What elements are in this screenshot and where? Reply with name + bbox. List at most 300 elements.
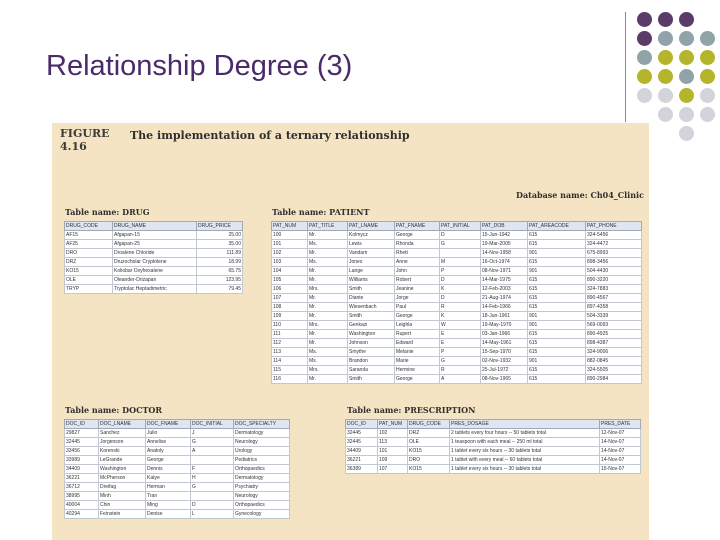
table-cell: Lewis [348, 240, 395, 249]
table-cell: 615 [528, 375, 586, 384]
slide-title: Relationship Degree (3) [46, 50, 353, 82]
table-cell: Ming [146, 501, 191, 510]
table-cell: 675-8993 [586, 249, 642, 258]
table-cell: J [191, 429, 234, 438]
decorative-dot [679, 126, 694, 141]
table-cell: Orthopaedics [234, 501, 290, 510]
table-row [65, 231, 243, 240]
table-cell: 113 [272, 348, 308, 357]
decorative-dot [637, 69, 652, 84]
table-cell: 36712 [65, 483, 99, 492]
table-cell: 14-Nov-1958 [481, 249, 528, 258]
table-cell: 38995 [65, 492, 99, 501]
table-cell: 15-Nov-07 [600, 465, 641, 474]
table-cell: Kolmycz [348, 231, 395, 240]
table-cell: 109 [378, 456, 408, 465]
table-cell: George [146, 456, 191, 465]
table-cell: 08-Nov-1965 [481, 375, 528, 384]
table-cell: 898-4387 [586, 339, 642, 348]
table-cell: 104 [272, 267, 308, 276]
table-cell: Dermatology [234, 429, 290, 438]
title-divider [625, 12, 626, 122]
table-cell: Rhonda [395, 240, 440, 249]
table-cell: Jorge [395, 294, 440, 303]
figure-title: The implementation of a ternary relationship [130, 129, 410, 142]
table-cell: R [440, 303, 481, 312]
table-cell: AF15 [65, 231, 113, 240]
table-cell: D [440, 276, 481, 285]
table-cell: Ms. [308, 348, 348, 357]
table-row [272, 357, 642, 366]
table-row [65, 285, 243, 294]
table-cell: 615 [528, 258, 586, 267]
decorative-dot [700, 88, 715, 103]
table-cell: Urology [234, 447, 290, 456]
table-cell: 106 [272, 285, 308, 294]
table-row [272, 258, 642, 267]
column-header: PAT_PHONE [586, 222, 642, 231]
table-cell: Genkazi [348, 321, 395, 330]
table-cell: 1 tablet with every meal -- 60 tablets total [450, 456, 600, 465]
drug-table-name: Table name: DRUG [65, 207, 150, 217]
table-row [65, 456, 290, 465]
table-cell: R [440, 366, 481, 375]
table-cell: Jorgenson [99, 438, 146, 447]
decorative-dot [679, 88, 694, 103]
table-cell: 03-Jan-1966 [481, 330, 528, 339]
table-cell: 615 [528, 240, 586, 249]
table-row [346, 447, 641, 456]
table-cell: 1 tablet every six hours -- 30 tablets total [450, 465, 600, 474]
table-cell: Dennis [146, 465, 191, 474]
table-row [65, 258, 243, 267]
table-cell: 32445 [346, 438, 378, 447]
table-cell: Ms. [308, 240, 348, 249]
table-cell: Smith [348, 375, 395, 384]
table-cell: Vandam [348, 249, 395, 258]
table-cell: Orthopaedics [234, 465, 290, 474]
table-row [65, 510, 290, 519]
table-cell: 123.95 [197, 276, 243, 285]
table-cell: 35.00 [197, 240, 243, 249]
table-row [65, 465, 290, 474]
decorative-dots [637, 12, 720, 148]
table-cell: Droalene Chloride [113, 249, 197, 258]
table-cell: 36221 [346, 456, 378, 465]
table-cell: 21-Aug-1974 [481, 294, 528, 303]
table-cell: Herman [146, 483, 191, 492]
table-cell: 615 [528, 231, 586, 240]
table-cell: TRYP [65, 285, 113, 294]
decorative-dot [658, 12, 673, 27]
table-cell: M [440, 258, 481, 267]
table-cell: Afgapan-15 [113, 231, 197, 240]
table-cell: 18-Jun-1961 [481, 312, 528, 321]
table-cell: Annelise [146, 438, 191, 447]
table-cell [191, 456, 234, 465]
table-cell: John [395, 267, 440, 276]
table-cell: H [191, 474, 234, 483]
table-cell: G [440, 240, 481, 249]
doctor-table [64, 419, 290, 519]
column-header: PRES_DOSAGE [450, 420, 600, 429]
table-cell: Williams [348, 276, 395, 285]
decorative-dot [700, 69, 715, 84]
table-cell: E [440, 330, 481, 339]
table-cell: 110 [272, 321, 308, 330]
table-cell: 890-2984 [586, 375, 642, 384]
table-cell: 33989 [65, 456, 99, 465]
table-cell: 105 [272, 276, 308, 285]
table-row [272, 285, 642, 294]
table-cell: Mr. [308, 276, 348, 285]
table-cell: Jeanine [395, 285, 440, 294]
column-header: DOC_FNAME [146, 420, 191, 429]
table-cell: McPherson [99, 474, 146, 483]
table-cell: Mr. [308, 339, 348, 348]
figure-panel [52, 123, 649, 540]
table-cell: 113 [378, 438, 408, 447]
table-cell: 103 [272, 258, 308, 267]
patient-table-name: Table name: PATIENT [272, 207, 370, 217]
table-row [272, 294, 642, 303]
column-header: PAT_TITLE [308, 222, 348, 231]
table-row [272, 303, 642, 312]
table-row [272, 312, 642, 321]
table-cell: K [440, 312, 481, 321]
column-header: DRUG_CODE [65, 222, 113, 231]
table-cell: 14-May-1961 [481, 339, 528, 348]
table-cell: D [440, 231, 481, 240]
table-cell: 102 [378, 429, 408, 438]
table-cell: Melanie [395, 348, 440, 357]
table-cell: 16-Oct-1974 [481, 258, 528, 267]
decorative-dot [679, 69, 694, 84]
table-cell: 115 [272, 366, 308, 375]
table-cell: Paul [395, 303, 440, 312]
table-cell: 890-4567 [586, 294, 642, 303]
table-cell: 12-Nov-07 [600, 429, 641, 438]
table-row [272, 249, 642, 258]
table-cell: 615 [528, 294, 586, 303]
table-cell: Mr. [308, 330, 348, 339]
table-cell: Mr. [308, 303, 348, 312]
table-cell: 324-7883 [586, 285, 642, 294]
table-cell: Afgapan-25 [113, 240, 197, 249]
table-cell: Minh [99, 492, 146, 501]
table-cell: 901 [528, 267, 586, 276]
table-cell: 02-Nov-1932 [481, 357, 528, 366]
table-cell: 615 [528, 339, 586, 348]
table-row [272, 348, 642, 357]
table-cell: 32445 [346, 429, 378, 438]
table-cell: 504-3339 [586, 312, 642, 321]
table-cell: Koliobar Oxyhexalene [113, 267, 197, 276]
table-cell: Hermine [395, 366, 440, 375]
table-cell: 14-Nov-07 [600, 438, 641, 447]
table-cell: Mr. [308, 375, 348, 384]
column-header: PAT_LNAME [348, 222, 395, 231]
table-cell: Mrs. [308, 285, 348, 294]
table-row [65, 501, 290, 510]
table-cell: D [440, 294, 481, 303]
table-cell: 324-4472 [586, 240, 642, 249]
table-cell: 615 [528, 285, 586, 294]
table-cell: L [191, 510, 234, 519]
table-cell: Diante [348, 294, 395, 303]
table-cell: Marie [395, 357, 440, 366]
column-header: DRUG_PRICE [197, 222, 243, 231]
table-cell: Ms. [308, 258, 348, 267]
table-cell: Neurology [234, 492, 290, 501]
table-cell: Druzocholar Cryptolene [113, 258, 197, 267]
decorative-dot [700, 107, 715, 122]
table-row [272, 330, 642, 339]
column-header: PRES_DATE [600, 420, 641, 429]
table-cell: Korenski [99, 447, 146, 456]
table-cell: 33456 [65, 447, 99, 456]
table-row [65, 483, 290, 492]
column-header: PAT_FNAME [395, 222, 440, 231]
column-header: DOC_ID [65, 420, 99, 429]
table-cell: 901 [528, 249, 586, 258]
table-cell: 901 [528, 357, 586, 366]
table-cell: Johnson [348, 339, 395, 348]
decorative-dot [637, 12, 652, 27]
doctor-table-name: Table name: DOCTOR [65, 405, 163, 415]
table-cell: 111 [272, 330, 308, 339]
table-cell: G [440, 357, 481, 366]
table-row [346, 456, 641, 465]
table-row [65, 429, 290, 438]
table-cell: Katye [146, 474, 191, 483]
table-row [65, 267, 243, 276]
table-cell: 08-Nov-1971 [481, 267, 528, 276]
table-cell: A [191, 447, 234, 456]
table-cell: Rhett [395, 249, 440, 258]
table-cell: 882-0845 [586, 357, 642, 366]
table-row [65, 474, 290, 483]
table-cell: KO15 [408, 465, 450, 474]
table-cell: Smith [348, 285, 395, 294]
table-cell: 615 [528, 303, 586, 312]
column-header: DOC_LNAME [99, 420, 146, 429]
table-cell: Tryptolac Heptadimetric [113, 285, 197, 294]
table-cell: KO15 [65, 267, 113, 276]
column-header: DRUG_NAME [113, 222, 197, 231]
table-cell: 19-Mar-2005 [481, 240, 528, 249]
table-cell: 108 [272, 303, 308, 312]
table-cell: 901 [528, 312, 586, 321]
table-cell: 1 teaspoon with each meal -- 250 ml total [450, 438, 600, 447]
table-cell: 14-Nov-07 [600, 456, 641, 465]
table-cell: 102 [272, 249, 308, 258]
table-cell: 101 [378, 447, 408, 456]
table-cell: AF25 [65, 240, 113, 249]
table-cell: OLE [65, 276, 113, 285]
decorative-dot [637, 50, 652, 65]
table-cell: 15-Jun-1942 [481, 231, 528, 240]
table-cell: Pediatrics [234, 456, 290, 465]
table-row [272, 240, 642, 249]
decorative-dot [658, 50, 673, 65]
decorative-dot [637, 88, 652, 103]
table-cell: 116 [272, 375, 308, 384]
table-row [346, 438, 641, 447]
table-cell: 36221 [65, 474, 99, 483]
table-cell: Mr. [308, 267, 348, 276]
table-cell: W [440, 321, 481, 330]
table-cell: 504-4430 [586, 267, 642, 276]
table-cell: Oleander-Drizapan [113, 276, 197, 285]
table-row [272, 231, 642, 240]
column-header: DOC_SPECIALTY [234, 420, 290, 429]
table-row [346, 465, 641, 474]
drug-table [64, 221, 243, 294]
table-cell: 40294 [65, 510, 99, 519]
decorative-dot [658, 107, 673, 122]
table-cell: DRZ [408, 429, 450, 438]
table-cell: 890-4925 [586, 330, 642, 339]
column-header: PAT_NUM [378, 420, 408, 429]
table-cell: Mrs. [308, 366, 348, 375]
table-cell: Chin [99, 501, 146, 510]
table-cell: Mr. [308, 231, 348, 240]
column-header: PAT_INITIAL [440, 222, 481, 231]
table-cell: 112 [272, 339, 308, 348]
table-cell: Dreifag [99, 483, 146, 492]
table-cell: A [440, 375, 481, 384]
table-cell: DRO [65, 249, 113, 258]
table-cell: George [395, 375, 440, 384]
table-cell: OLE [408, 438, 450, 447]
table-cell: 890-3220 [586, 276, 642, 285]
table-cell: DRZ [65, 258, 113, 267]
table-cell: Saranda [348, 366, 395, 375]
table-cell: 114 [272, 357, 308, 366]
table-cell: 324-5505 [586, 366, 642, 375]
table-cell: 36389 [346, 465, 378, 474]
table-cell: Washington [99, 465, 146, 474]
table-cell: E [440, 339, 481, 348]
decorative-dot [679, 50, 694, 65]
table-cell: 14-Mar-1975 [481, 276, 528, 285]
table-cell: 1 tablet every six hours -- 30 tablets total [450, 447, 600, 456]
table-cell: F [191, 465, 234, 474]
table-cell: Ms. [308, 357, 348, 366]
patient-table [271, 221, 642, 384]
table-cell: Sanchez [99, 429, 146, 438]
table-cell: Lange [348, 267, 395, 276]
decorative-dot [679, 107, 694, 122]
table-row [65, 276, 243, 285]
table-cell [440, 249, 481, 258]
table-cell: 12-Feb-2003 [481, 285, 528, 294]
table-cell: 34409 [346, 447, 378, 456]
table-row [65, 249, 243, 258]
column-header: PAT_DOB [481, 222, 528, 231]
table-cell: Washington [348, 330, 395, 339]
table-row [65, 438, 290, 447]
table-cell: DRO [408, 456, 450, 465]
table-cell: 898-3456 [586, 258, 642, 267]
table-cell: Robert [395, 276, 440, 285]
table-cell: Wiesenbach [348, 303, 395, 312]
table-cell: K [440, 285, 481, 294]
table-row [272, 267, 642, 276]
table-cell: 25-Jul-1972 [481, 366, 528, 375]
column-header: PAT_AREACODE [528, 222, 586, 231]
table-row [65, 447, 290, 456]
table-cell: 901 [528, 321, 586, 330]
table-cell: 15-Sep-1970 [481, 348, 528, 357]
table-cell: 324-5456 [586, 231, 642, 240]
table-cell: Rupert [395, 330, 440, 339]
table-cell: 79.45 [197, 285, 243, 294]
table-cell: 109 [272, 312, 308, 321]
table-cell: 14-Nov-07 [600, 447, 641, 456]
table-cell: Mrs. [308, 321, 348, 330]
table-cell: 107 [378, 465, 408, 474]
table-cell: Smith [348, 312, 395, 321]
table-cell: 34409 [65, 465, 99, 474]
table-cell: 897-4358 [586, 303, 642, 312]
table-cell: 40004 [65, 501, 99, 510]
table-cell: 2 tablets every four hours -- 50 tablets total [450, 429, 600, 438]
table-cell: George [395, 231, 440, 240]
table-row [272, 339, 642, 348]
table-cell: Gynecology [234, 510, 290, 519]
table-cell: 19-May-1970 [481, 321, 528, 330]
table-row [272, 276, 642, 285]
figure-label-word: FIGURE [60, 127, 110, 140]
decorative-dot [637, 31, 652, 46]
table-cell: 65.75 [197, 267, 243, 276]
figure-label [60, 127, 109, 153]
table-row [65, 492, 290, 501]
table-cell: P [440, 348, 481, 357]
table-cell: Leighla [395, 321, 440, 330]
table-cell: 569-0093 [586, 321, 642, 330]
table-cell: 100 [272, 231, 308, 240]
decorative-dot [658, 88, 673, 103]
column-header: DOC_INITIAL [191, 420, 234, 429]
table-cell: KO15 [408, 447, 450, 456]
table-cell [191, 492, 234, 501]
table-cell: 32445 [65, 438, 99, 447]
table-row [346, 429, 641, 438]
table-cell: George [395, 312, 440, 321]
table-row [272, 375, 642, 384]
prescription-table [345, 419, 641, 474]
table-cell: G [191, 483, 234, 492]
table-cell: 25.00 [197, 231, 243, 240]
table-cell: Psychiatry [234, 483, 290, 492]
database-name: Database name: Ch04_Clinic [516, 190, 644, 200]
table-row [65, 240, 243, 249]
table-cell: Mr. [308, 249, 348, 258]
table-cell: 615 [528, 348, 586, 357]
table-cell: G [191, 438, 234, 447]
table-cell: Anatoly [146, 447, 191, 456]
table-cell: Smythe [348, 348, 395, 357]
table-row [272, 366, 642, 375]
decorative-dot [700, 50, 715, 65]
decorative-dot [658, 69, 673, 84]
table-cell: D [191, 501, 234, 510]
table-cell: 107 [272, 294, 308, 303]
table-cell: LeGrande [99, 456, 146, 465]
